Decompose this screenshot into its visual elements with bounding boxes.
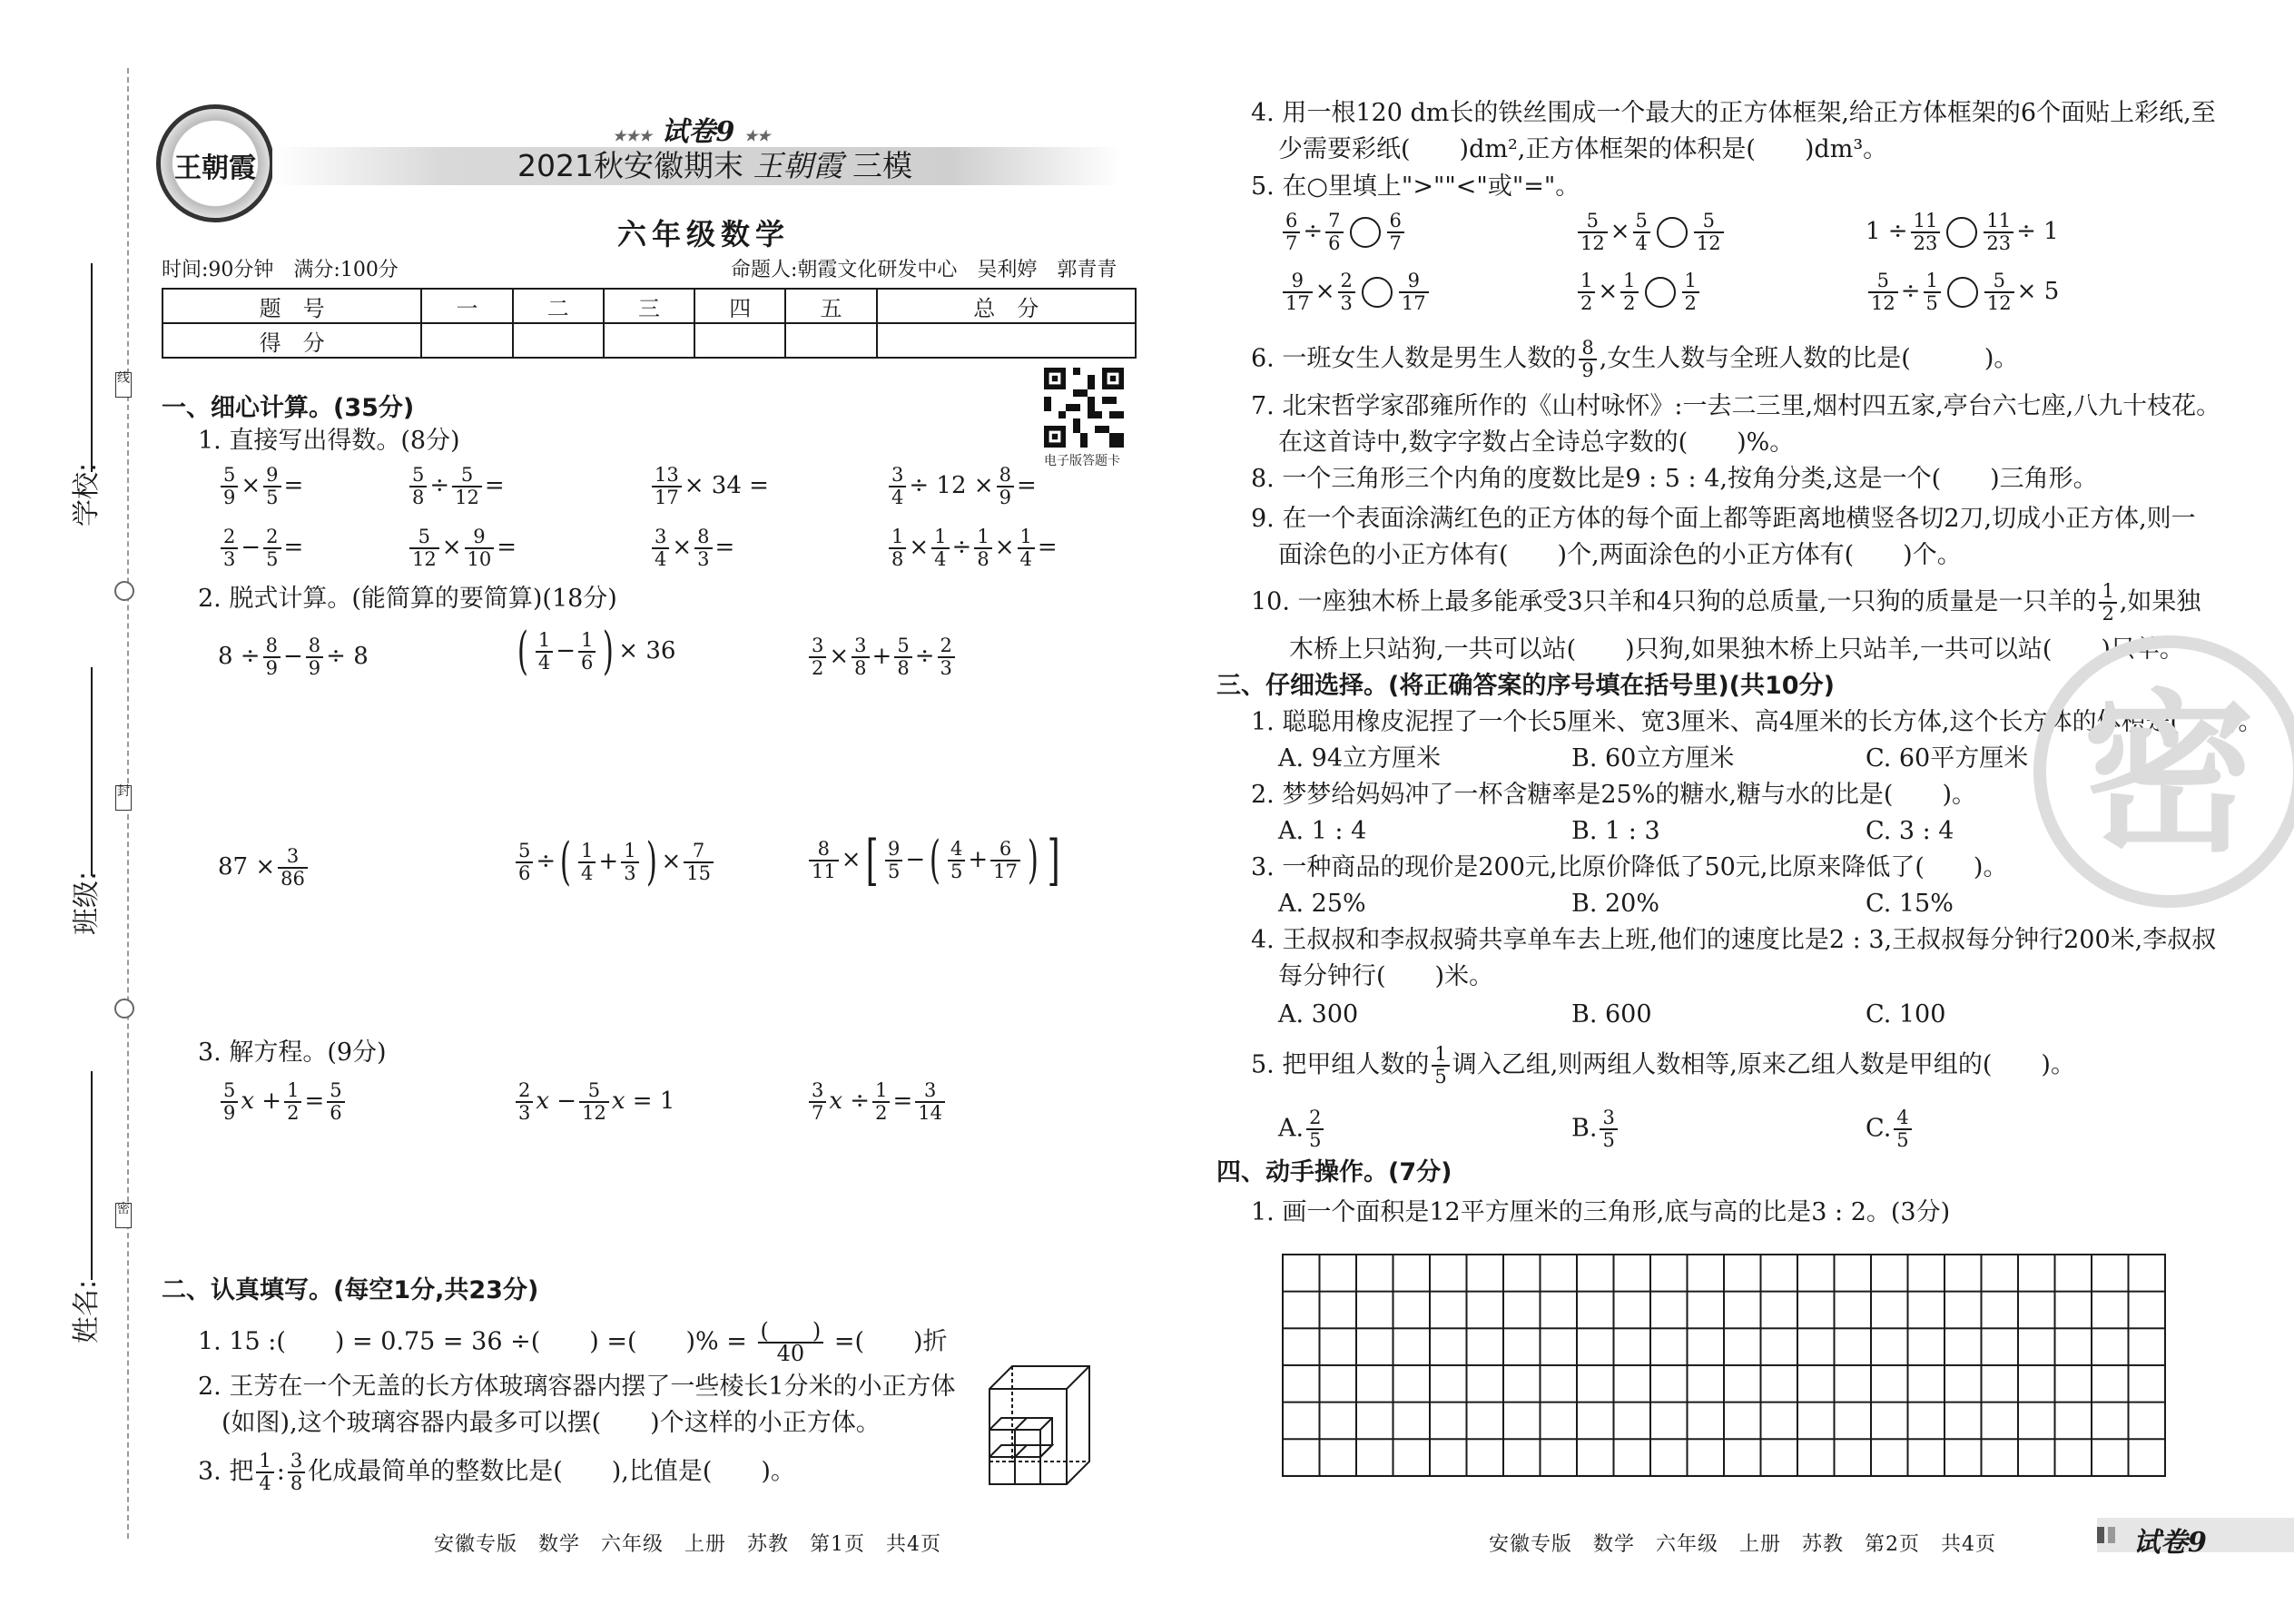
equation-item: $\frac{5}{9}$ x + $\frac{1}{2}$ = $\frac{5}{6}$ [218,1080,348,1124]
calc-item: $\frac{5}{9}$ × $\frac{9}{5}$ = [218,465,303,508]
binding-hole [114,581,134,601]
score-cell: 题 号 [162,289,421,323]
compare-circle[interactable] [1657,217,1688,248]
qr-code-icon[interactable] [1044,368,1124,448]
exam-label: ★★★ 试卷9 ★★ [613,116,771,148]
sec2-q2-line2: (如图),这个玻璃容器内最多可以摆( )个这样的小正方体。 [222,1409,881,1437]
sec2-q2-line1: 2. 王芳在一个无盖的长方体玻璃容器内摆了一些棱长1分米的小正方体 [198,1373,956,1401]
equation-item: $\frac{3}{7}$ x ÷ $\frac{1}{2}$ = $\frac{3}{14}$ [806,1080,948,1124]
calc-item: $\frac{1}{8}$ × $\frac{1}{4}$ ÷ $\frac{1}{8}$ × $\frac{1}{4}$ = [886,527,1058,570]
calc-item: 8 ÷ $\frac{8}{9}$ − $\frac{8}{9}$ ÷ 8 [218,635,369,679]
score-table-row [162,289,1136,323]
score-cell[interactable] [421,323,512,358]
sec3-q5: 5. 把甲组人数的 $\frac{1}{5}$ 调入乙组,则两组人数相等,原来乙组人数是甲组的( )。 [1251,1043,2075,1088]
drawing-grid[interactable] [1282,1254,2166,1477]
score-cell: 得 分 [162,323,421,358]
sec3-q4-line1: 4. 王叔叔和李叔叔骑共享单车去上班,他们的速度比是2 : 3,王叔叔每分钟行200米,李叔叔 [1251,926,2217,954]
score-cell: 四 [694,289,785,323]
school-blank [91,263,93,472]
sec2-q5-prompt: 5. 在○里填上">""<"或"="。 [1251,172,1580,201]
footer-right: 安徽专版 数学 六年级 上册 苏教 第2页 共4页 [1489,1533,1996,1556]
brand-logo-text: 王朝霞 [174,153,256,184]
sec3-q1-option-c[interactable]: C. 60平方厘米 [1866,744,2029,773]
sec1-q1-prompt: 1. 直接写出得数。(8分) [198,427,460,455]
score-cell[interactable] [604,323,694,358]
compare-item: $\frac{9}{17}$ × $\frac{2}{3}$ $\frac{9}{17}$ [1280,271,1432,314]
class-blank [91,667,93,876]
compare-item: $\frac{6}{7}$ ÷ $\frac{7}{6}$ $\frac{6}{7}$ [1280,211,1407,254]
score-cell[interactable] [877,323,1136,358]
sec2-q7-line2: 在这首诗中,数字字数占全诗总字数的( )%。 [1278,428,1795,457]
secret-stamp [2033,635,2294,908]
sec3-q2-option-c[interactable]: C. 3 : 4 [1866,817,1954,845]
calc-item: $\frac{3}{4}$ ÷ 12 × $\frac{8}{9}$ = [886,465,1037,508]
star-icon: ★★ [743,127,771,144]
sec3-q2: 2. 梦梦给妈妈冲了一杯含糖率是25%的糖水,糖与水的比是( )。 [1251,781,1977,809]
sec1-q3-prompt: 3. 解方程。(9分) [198,1038,387,1067]
class-label: 班级: [71,871,103,935]
score-cell: 五 [785,289,876,323]
score-cell: 一 [421,289,512,323]
score-table [162,288,1137,359]
binding-hole [114,999,134,1019]
compare-circle[interactable] [1947,277,1978,308]
compare-item: 1 ÷ $\frac{11}{23}$ $\frac{11}{23}$ ÷ 1 [1866,210,2059,254]
compare-item: $\frac{5}{12}$ ÷ $\frac{1}{5}$ $\frac{5}{12}$ × 5 [1866,271,2059,314]
sec2-q3: 3. 把 $\frac{1}{4}$ : $\frac{3}{8}$ 化成最简单的整数比是( ),比值是( )。 [198,1450,795,1494]
compare-circle[interactable] [1350,217,1381,248]
equation-item: $\frac{2}{3}$ x − $\frac{5}{12}$ x = 1 [513,1080,674,1124]
sec3-q3: 3. 一种商品的现价是200元,比原价降低了50元,比原来降低了( )。 [1251,853,2008,881]
exam-title: 2021秋安徽期末 王朝霞 三模 [517,148,912,183]
sec2-q8: 8. 一个三角形三个内角的度数比是9 : 5 : 4,按角分类,这是一个( )三角形。 [1251,465,2098,493]
sec3-q5-option-c[interactable]: C. $\frac{4}{5}$ [1866,1107,1915,1151]
sec2-q7-line1: 7. 北宋哲学家邵雍所作的《山村咏怀》:一去二三里,烟村四五家,亭台六七座,八九十枝花。 [1251,392,2221,420]
score-table-row [162,323,1136,358]
sec3-q2-option-a[interactable]: A. 1 : 4 [1278,817,1367,845]
binding-tag-line: 线 [115,372,132,398]
sec4-q1: 1. 画一个面积是12平方厘米的三角形,底与高的比是3 : 2。(3分) [1251,1198,1951,1226]
compare-circle[interactable] [1362,277,1393,308]
exam-meta-left: 时间:90分钟 满分:100分 [162,259,399,281]
score-cell[interactable] [694,323,785,358]
sec3-q2-option-b[interactable]: B. 1 : 3 [1571,817,1660,845]
calc-item: $\frac{5}{6}$ ÷( $\frac{1}{4}$ + $\frac{1}{3}$ ) × $\frac{7}{15}$ [513,837,716,888]
sec3-q1: 1. 聪聪用橡皮泥捏了一个长5厘米、宽3厘米、高4厘米的长方体,这个长方体的体积是( )。 [1251,708,2263,736]
binding-tag-seal: 封 [115,785,132,811]
compare-item: $\frac{5}{12}$ × $\frac{5}{4}$ $\frac{5}{12}$ [1575,211,1727,254]
star-icon: ★★★ [613,127,653,144]
binding-tag-secret: 密 [115,1203,132,1228]
sec3-q5-option-a[interactable]: A. $\frac{2}{5}$ [1278,1107,1326,1151]
sec2-q6: 6. 一班女生人数是男生人数的 $\frac{8}{9}$ ,女生人数与全班人数的比是( )。 [1251,337,2019,381]
sec2-q9-line1: 9. 在一个表面涂满红色的正方体的每个面上都等距离地横竖各切2刀,切成小正方体,则一 [1251,505,2196,533]
footer-tag-dots [2097,1527,2124,1543]
compare-item: $\frac{1}{2}$ × $\frac{1}{2}$ $\frac{1}{2}$ [1575,271,1702,314]
calc-item: $\frac{5}{8}$ ÷ $\frac{5}{12}$ = [407,465,505,508]
subject-title: 六年级数学 [617,217,791,251]
sec2-q1: 1. 15 :( ) = 0.75 = 36 ÷( ) =( )% = ( ) 40 =( )折 [198,1318,948,1366]
calc-item: ( $\frac{1}{4}$ − $\frac{1}{6}$ ) × 36 [517,622,676,681]
calc-item: 87 × $\frac{3}{86}$ [218,846,310,890]
section1-title: 一、细心计算。(35分) [162,394,415,422]
calc-item: $\frac{8}{11}$ ×[ $\frac{9}{5}$ −( $\frac{4}{5}$ + $\frac{6}{17}$ ) ] [806,833,1064,888]
section3-title: 三、仔细选择。(将正确答案的序号填在括号里)(共10分) [1216,672,1835,700]
compare-circle[interactable] [1946,217,1977,248]
sec1-q2-prompt: 2. 脱式计算。(能简算的要简算)(18分) [198,585,617,613]
calc-item: $\frac{3}{2}$ × $\frac{3}{8}$ + $\frac{5}{8}$ ÷ $\frac{2}{3}$ [806,635,958,679]
score-cell: 二 [513,289,604,323]
sec3-q4-option-a[interactable]: A. 300 [1278,1000,1359,1029]
footer-tag: 试卷9 [2133,1527,2207,1559]
compare-circle[interactable] [1645,277,1676,308]
secret-stamp-text: 密 [2082,674,2256,875]
name-blank [91,1071,93,1280]
sec3-q1-option-a[interactable]: A. 94立方厘米 [1278,744,1442,773]
calc-item: $\frac{13}{17}$ × 34 = [649,465,769,508]
score-cell[interactable] [513,323,604,358]
school-label: 学校: [71,462,103,527]
sec3-q4-line2: 每分钟行( )米。 [1278,962,1494,990]
score-cell[interactable] [785,323,876,358]
footer-left: 安徽专版 数学 六年级 上册 苏教 第1页 共4页 [434,1533,941,1556]
sec2-q4-line1: 4. 用一根120 dm长的铁丝围成一个最大的正方体框架,给正方体框架的6个面贴上彩纸,至 [1251,99,2216,127]
name-label: 姓名: [71,1279,103,1343]
qr-caption: 电子版答题卡 [1044,454,1120,468]
sec3-q3-option-c[interactable]: C. 15% [1866,890,1954,918]
calc-item: $\frac{3}{4}$ × $\frac{8}{3}$ = [649,527,734,570]
brand-logo [156,104,274,222]
section4-title: 四、动手操作。(7分) [1216,1158,1452,1186]
sec3-q5-option-b[interactable]: B. $\frac{3}{5}$ [1571,1107,1620,1151]
sec3-q3-option-b[interactable]: B. 20% [1571,890,1660,918]
score-cell: 三 [604,289,694,323]
sec2-q10-line1: 10. 一座独木桥上最多能承受3只羊和4只狗的总质量,一只狗的质量是一只羊的 $\frac{1}{2}$ ,如果独 [1251,580,2201,625]
score-cell: 总 分 [877,289,1136,323]
sec3-q3-option-a[interactable]: A. 25% [1278,890,1366,918]
exam-meta-right: 命题人:朝霞文化研发中心 吴利婷 郭青青 [731,259,1117,281]
section2-title: 二、认真填写。(每空1分,共23分) [162,1276,539,1304]
cube-container-figure [985,1362,1094,1489]
calc-item: $\frac{2}{3}$ − $\frac{2}{5}$ = [218,527,303,570]
sec2-q4-line2: 少需要彩纸( )dm²,正方体框架的体积是( )dm³。 [1278,135,1888,163]
sec3-q4-option-c[interactable]: C. 100 [1866,1000,1946,1029]
sec3-q4-option-b[interactable]: B. 600 [1571,1000,1652,1029]
sec2-q10-line2: 木桥上只站狗,一共可以站( )只狗,如果独木桥上只站羊,一共可以站( )只羊。 [1289,635,2184,664]
sec2-q9-line2: 面涂色的小正方体有( )个,两面涂色的小正方体有( )个。 [1278,541,1962,569]
sec3-q1-option-b[interactable]: B. 60立方厘米 [1571,744,1735,773]
calc-item: $\frac{5}{12}$ × $\frac{9}{10}$ = [407,527,517,570]
